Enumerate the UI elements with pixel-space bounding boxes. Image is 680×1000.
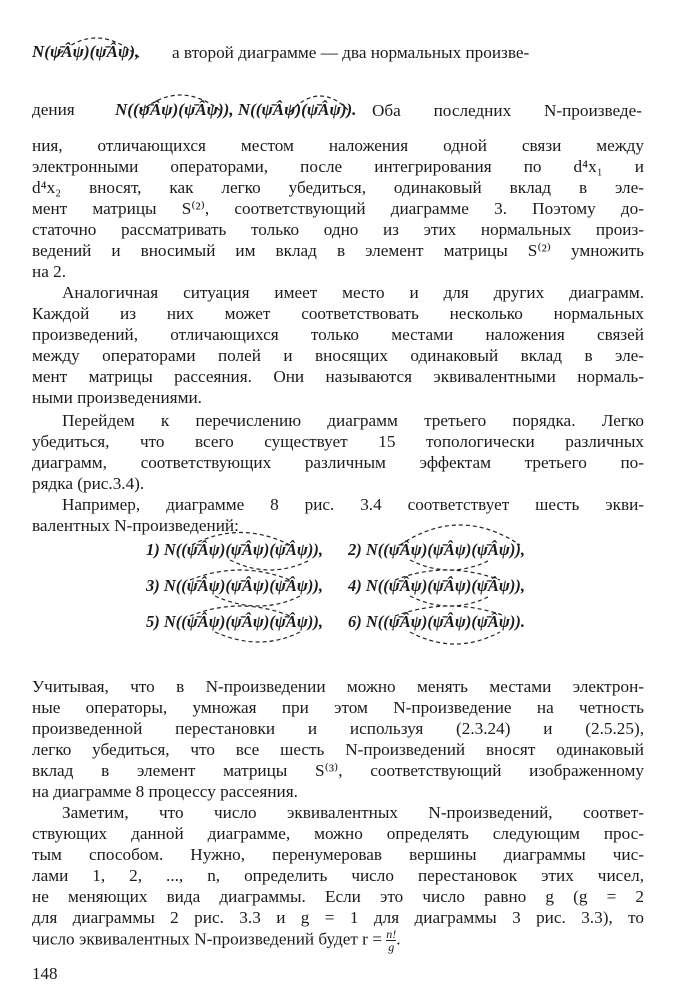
second-line-text: Оба последних N-произведе-	[372, 101, 642, 120]
equation-1: 1) N((ψ̄Âψ)(ψ̄Âψ)(ψ̄Âψ)),	[146, 540, 324, 559]
p6-line-6: для диаграммы 2 рис. 3.3 и g = 1 для диаграммы 3 рис. 3.3), то	[32, 908, 644, 927]
p1-line-6: ведений и вносимый им вклад в элемент матрицы S⁽²⁾ умножить	[32, 241, 644, 260]
equation-5: 5) N((ψ̄Âψ)(ψ̄Âψ)(ψ̄Âψ)),	[146, 612, 324, 631]
last-line-end: .	[396, 929, 401, 949]
p4-line-1: Например, диаграмме 8 рис. 3.4 соответствует шесть экви-	[62, 495, 644, 514]
p2-line-5: мент матрицы рассеяния. Они называются эквивалентными нормаль-	[32, 367, 644, 386]
p5-line-6: на диаграмме 8 процессу рассеяния.	[32, 782, 298, 801]
p5-line-2: ные операторы, умножая при этом N-произведение на четность	[32, 698, 644, 717]
p6-line-1: Заметим, что число эквивалентных N-произведений, соответ-	[62, 803, 644, 822]
p3-line-4: рядка (рис.3.4).	[32, 474, 145, 493]
fraction-denominator: g	[388, 940, 395, 954]
p1-line-3: d⁴x₂ вносят, как легко убедиться, одинаковый вклад в эле-	[32, 178, 644, 197]
p5-line-3: произведенной перестановки и используя (2.3.24) и (2.5.25),	[32, 719, 644, 738]
p1-line-4: мент матрицы S⁽²⁾, соответствующий диаграмме 3. Поэтому до-	[32, 199, 644, 218]
p2-line-2: Каждой из них может соответствовать несколько нормальных	[32, 304, 644, 323]
formula-second: N((ψ̄Âψ)(ψ̄Âψ)), N((ψ̄Âψ)(ψ̄Âψ)).	[115, 100, 357, 119]
equation-4: 4) N((ψ̄Âψ)(ψ̄Âψ)(ψ̄Âψ)),	[348, 576, 526, 595]
p1-line-1: ния, отличающихся местом наложения одной связи между	[32, 136, 644, 155]
fraction-r	[386, 928, 396, 953]
p5-line-4: легко убедиться, что все шесть N-произведений вносят одинаковый	[32, 740, 644, 759]
page-number: 148	[32, 964, 58, 983]
arc-eq5-b	[215, 632, 300, 642]
equation-2: 2) N((ψ̄Âψ)(ψ̄Âψ)(ψ̄Âψ)),	[348, 540, 526, 559]
p5-line-5: вклад в элемент матрицы S⁽³⁾, соответствующий изображенному	[32, 761, 644, 780]
arc-eq2-b	[410, 560, 490, 570]
p5-line-1: Учитывая, что в N-произведении можно менять местами электрон-	[32, 677, 644, 696]
p3-line-2: убедиться, что всего существует 15 топологически различных	[32, 432, 644, 451]
first-line-text: а второй диаграмме — два нормальных произве-	[172, 43, 530, 62]
p6-line-2: ствующих данной диаграмме, можно определять следующим прос-	[32, 824, 644, 843]
last-line-text: число эквивалентных N-произведений будет r =	[32, 929, 382, 949]
p4-line-2: валентных N-произведений:	[32, 516, 239, 535]
p6-line-5: не меняющих вида диаграммы. Если это число равно g (g = 2	[32, 887, 644, 906]
p6-line-3: тым способом. Нужно, перенумеровав вершины диаграммы чис-	[32, 845, 644, 864]
p2-line-1: Аналогичная ситуация имеет место и для других диаграмм.	[62, 283, 644, 302]
arc-eq3-b	[215, 596, 300, 606]
p3-line-1: Перейдем к перечислению диаграмм третьего порядка. Легко	[62, 411, 644, 430]
arc-eq1-b	[230, 560, 310, 570]
p3-line-3: диаграмм, соответствующих различным эффектам третьего по-	[32, 453, 644, 472]
last-line	[32, 928, 400, 953]
fraction-numerator: n!	[386, 927, 397, 941]
arc-eq6-b	[410, 632, 500, 644]
equation-3: 3) N((ψ̄Âψ)(ψ̄Âψ)(ψ̄Âψ)),	[146, 576, 324, 595]
second-line-prefix: дения	[32, 100, 75, 119]
equation-6: 6) N((ψ̄Âψ)(ψ̄Âψ)(ψ̄Âψ)).	[348, 612, 526, 631]
p6-line-4: лами 1, 2, ..., n, определить число перестановок этих чисел,	[32, 866, 644, 885]
formula-first: N(ψ̄Âψ)(ψ̄Âψ),	[32, 42, 140, 61]
p1-line-5: статочно рассматривать только одно из этих нормальных произ-	[32, 220, 644, 239]
p2-line-4: между операторами полей и вносящих одинаковый вклад в эле-	[32, 346, 644, 365]
p2-line-3: произведений, отличающихся только местами наложения связей	[32, 325, 644, 344]
arc-eq4-b	[410, 596, 490, 606]
p1-line-2: электронными операторами, после интегрирования по d⁴x₁ и	[32, 157, 644, 176]
p1-line-7: на 2.	[32, 262, 67, 281]
p2-line-6: ными произведениями.	[32, 388, 202, 407]
